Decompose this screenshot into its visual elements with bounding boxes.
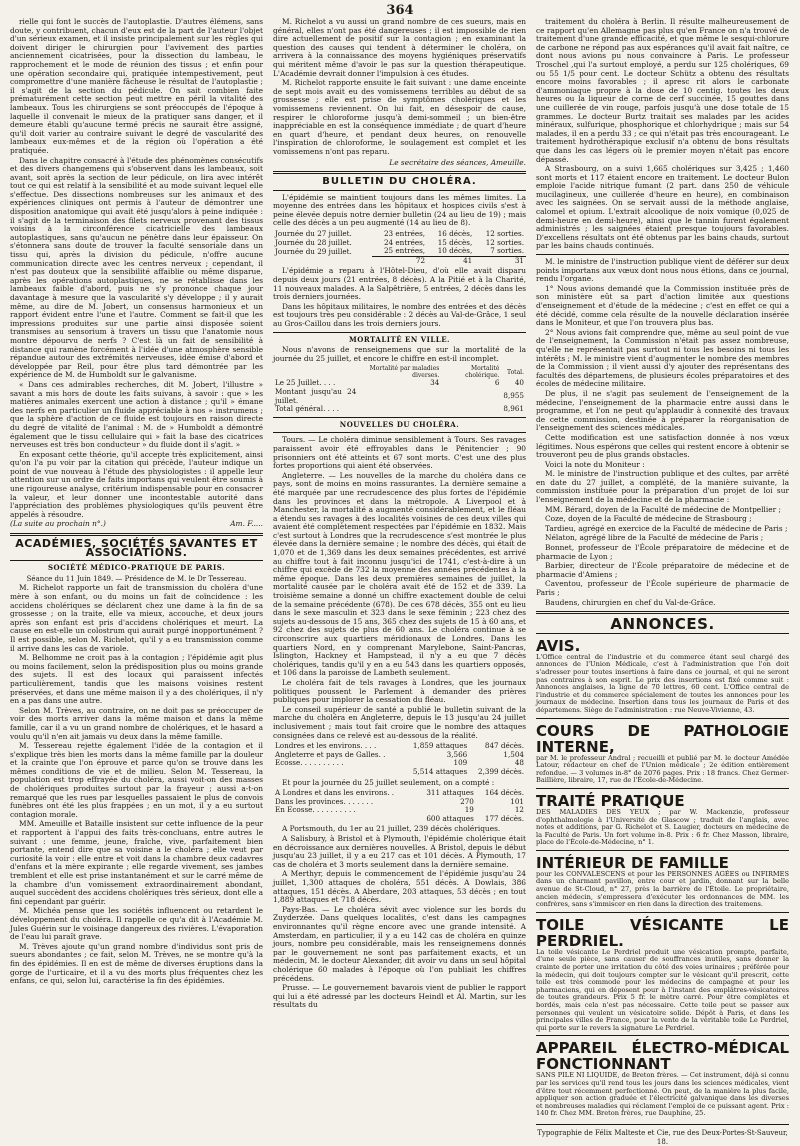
table-cell: 19	[464, 805, 474, 815]
paragraph: A Portsmouth, du 1er au 21 juillet, 239 décès cholériques.	[282, 824, 501, 834]
ad-body: La toile vésicante Le Perdriel produit une vésication prompte, parfaite, d'une seule pièce, sans causer de souffrances inutiles, sans donner la crainte de porter une irritation du côté des voies urinaires ; préférée pour la médecin, qui doit toujours compter sur le vésicant qu'il prescrit, cette toile est très commode pour les médecins de campagne et pour les pharmaciens, qui en déposent pour à l'instant des emplâtres-vésicatoires de toutes grandeurs. Prix 5 fr. le mètre carré. Pour être complètes et bordés, mais cela n'est pas nécessaire. Cette toile peut se passer aux personnes qui veulent un vésicatoire solide. Dépôt à Paris, et dans les principales villes de France, pour la vente de la véritable toile Le Perdriel, qui porte sur le revers la signature Le Perdriel.	[536, 947, 789, 1032]
header-cell: Mortalité par maladies diverses.	[369, 365, 440, 380]
ad-body: par M. le professeur Andral ; recueilli et publié par M. le docteur Amédée Latour, rédacteur en chef de l'Union médicale ; 2e édition entièrement refondue. — 3 volumes in-8° de 2076 pages. Prix : 18 francs. Chez Germer-Baillière, libraire, 17, rue de l'École-de-Médecine.	[536, 753, 789, 785]
table-cell: 12 sorties.	[485, 237, 524, 247]
news-title: NOUVELLES DU CHOLÉRA.	[339, 419, 460, 429]
table-cell: Journée du 28 juillet.	[275, 237, 352, 247]
advertisement	[536, 788, 789, 850]
table-cell: Ecosse. . . . . . . . . .	[275, 758, 344, 768]
table-cell: 2,399 décès.	[478, 766, 524, 776]
paragraph: M. Richelot rapporte un fait de transmission du choléra d'une mère à son enfant, ou du moins un fait de coïncidence : les accidens cholériques se déclarent chez une dame à la fin de sa grossesse ; on la traite, elle va mieux, accouche, et deux jours après son enfant est pris d'accidens cholériques et meurt. La cause en est-elle un colostrum qui aurait purgé inopportunément ? Il est possible, selon M. Richelot, qu'il y a eu transmission comme il arrive dans les cas de variole.	[10, 583, 263, 653]
table-cell: 109	[453, 758, 468, 768]
table-row	[273, 247, 526, 256]
table-cell	[358, 405, 441, 414]
ad-body: SANS PILE NI LIQUIDE, de Breton frères. — Cet instrument, déjà si connu par les services qu'il rend tous les jours dans les sciences médicales, vient d'être tout récemment perfectionné. On peut, de la manière la plus facile, appliquer son action graduée et l'électricité galvanique dans les diverses et nombreuses maladies qui réclament l'emploi de ce puissant agent. Prix : 140 fr. Chez MM. Breton frères, rue Dauphine, 25.	[536, 1071, 789, 1118]
table-cell: 3,566	[446, 749, 468, 759]
paragraph: M. Richelot a vu aussi un grand nombre de ces sueurs, mais en général, elles n'ont pas été dangereuses ; il est impossible de rien dire actuellement de positif sur la contagion ; en examinant la question des causes qui tendent à déterminer le choléra, on arrivera à la connaissance des moyens hygiéniques préservatifs qui méritent même d'avoir le pas sur la question thérapeutique. L'Académie devrait donner l'impulsion à ces études.	[273, 17, 526, 78]
paragraph: M. Richelot rapporte ensuite le fait suivant : une dame enceinte de sept mois avait eu des vomissemens terribles au début de sa grossesse ; elle est prise de symptômes cholériques et les vomissemens reviennent. On lui fait, en désespoir de cause, respirer le chloroforme jusqu'à demi-sommeil ; un bien-être inappréciable en est la conséquence immédiate ; de quart d'heure en quart d'heure, et pendant deux heures, on renouvelle l'inspiration de chloroforme, le soulagement est complet et les vomissemens n'ont pas reparu.	[273, 78, 526, 156]
paragraph: 1° Nous avions demandé que la Commission instituée près de son ministère eût sa part d'action limitée aux questions d'enseignement et d'étude de la médecine ; c'est en effet ce qui a été décidé, comme cela résulte de la nouvelle déclaration insérée dans le Moniteur, et que l'on trouvera plus bas.	[536, 283, 789, 328]
paragraph: 2° Nous avions fait comprendre que, même au seul point de vue de l'enseignement, la Commission n'était pas assez nombreuse, qu'elle ne représentait pas surtout ni tous les besoins ni tous les intérêts ; M. le ministre vient d'augmenter le nombre des membres de la Commission ; il vient aussi d'y ajouter des représentans des facultés des départemens, de plusieurs écoles préparatoires et des écoles de médecine militaire.	[536, 327, 789, 389]
secretary-signature: Le secrétaire des séances, Ameuille.	[389, 157, 526, 167]
paragraph: M. Michéa pense que les sociétés influencent ou retardent le développement du choléra. Il rappelle ce qu'a dit à l'Académie M. Jules Guérin sur le voisinage dangereux des rivières. L'évaporation de l'eau lui paraît grave.	[10, 906, 263, 942]
paragraph: Nous n'avons de renseignemens que sur la mortalité de la journée du 25 juillet, et encore le chiffre en est-il incomplet.	[273, 345, 526, 363]
table-cell: 23 entrées,	[383, 229, 426, 239]
quote-paragraph: « Dans ces admirables recherches, dit M. Jobert, l'illustre » savant a mis hors de doute les faits suivans, à savoir : que » les matières animales exercent une action à distance ; qu'il » émane des nerfs en particulier un fluide appréciable à nos » instrumens ; que la sphère d'action de ce fluide est toujours en raison directe du degré de vitalité de l'animal : M. de » Humboldt a démontré également que le tissu cellulaire qui » fait la base des cicatrices nerveuses est très bon conducteur » du fluide dont il s'agit. »	[10, 379, 263, 450]
table-cell	[441, 388, 501, 405]
table-cell: 1,504	[503, 749, 524, 759]
table-row	[273, 405, 526, 414]
paragraph: Pays-Bas. — Le choléra sévit avec violence sur les bords du Zuyderzée. Dans quelques localités, c'est dans les campagnes environnantes qu'il règne encore avec une grande intensité. A Amsterdam, en particulier, il y a eu 142 cas de choléra en quinze jours, nombre peu considérable, mais les renseignemens donnés par le gouvernement ne sont pas parfaitement exacts, et un médecin, M. le docteur Alexander, dit avoir vu dans un seul hôpital cholérique 60 malades à l'époque où l'on publiait les chiffres précédens.	[273, 904, 526, 983]
paragraph: M. le ministre de l'instruction publique vient de déférer sur deux points importans aux vœux dont nous nous étions, dans ce journal, rendu l'organe.	[536, 257, 790, 284]
mortality-table	[273, 365, 526, 413]
paragraph: M. Trèves ajoute qu'un grand nombre d'individus sont pris de sueurs abondantes ; ce fait, selon M. Trèves, ne se montre qu'à la fin des épidémies. Il en est de même de diverses éruptions dans la gorge de l'urticaire, et il a vu des morts plus fréquentes chez les enfans, ce qui, selon lui, caractérise la fin des épidémies.	[10, 941, 263, 986]
section-title: ACADÉMIES, SOCIÉTÉS SAVANTES ET ASSOCIATIONS.	[15, 537, 258, 559]
total-cell: 31	[474, 256, 526, 265]
table-row	[273, 815, 526, 824]
divider	[10, 533, 263, 536]
mortality-title: MORTALITÉ EN VILLE.	[349, 334, 450, 344]
divider	[10, 560, 263, 561]
column-3	[536, 17, 790, 1146]
paragraph: L'épidémie a reparu à l'Hôtel-Dieu, d'où elle avait disparu depuis deux jours (21 entrées, 8 décès). A la Pitié et à la Charité, 11 nouveaux malades. A la Salpêtrière, 5 entrées, 2 décès dans les trois derniers journées.	[273, 266, 526, 302]
society-title: SOCIÉTÉ MÉDICO-PRATIQUE DE PARIS.	[47, 563, 226, 573]
paragraph: A Merthyr, depuis le commencement de l'épidémie jusqu'au 24 juillet, 1,300 attaques de choléra, 551 décès. A Dowlais, 386 attaques, 151 décès. A Aberdare, 203 attaques, 53 décès ; en tout 1,889 attaques et 718 décès.	[273, 869, 526, 905]
table-cell: 1,859 attaques	[412, 741, 468, 751]
divider	[273, 417, 526, 418]
paragraph: Cette modification est une satisfaction donnée à nos vœux légitimes. Nous espérons que celles qui restent encore à obtenir se trouveront peu de plus grands obstacles.	[536, 432, 789, 460]
uk-stats-table	[273, 742, 526, 776]
totals-row	[273, 256, 526, 265]
column-1	[10, 18, 263, 1110]
table-row	[273, 768, 526, 777]
table-cell: 10 décès,	[437, 246, 473, 256]
table-cell: 16 décès,	[437, 229, 473, 239]
table-cell: Angleterre et pays de Galles. .	[275, 749, 386, 759]
author-initials: Am. F.....	[230, 519, 263, 529]
ad-body: L'Office central de l'industrie et du commerce étant seul chargé des annonces de l'Union Médicale, c'est à l'administration que l'on doit s'adresser pour toutes insertions à faire dans ce journal, et qui ne seront pas contraires à son esprit. Le prix des insertions est fixé comme suit : Annonces anglaises, la ligne de 70 lettres, 60 cent. L'Office central de l'industrie et du commerce spécialement de toutes les annonces pour les journaux de médecine. Insertion dans tous les journaux de Paris et des départemens. Siège de l'administration : rue Neuve-Vivienne, 43.	[536, 652, 789, 714]
commission-member: Nélaton, agrégé libre de la Faculté de médecine de Paris ;	[545, 533, 764, 543]
columns	[10, 17, 790, 1146]
commission-member: Coze, doyen de la Faculté de médecine de Strasbourg ;	[545, 514, 752, 524]
table-cell: 12	[514, 805, 524, 815]
paragraph: A Salisbury, à Bristol et à Plymouth, l'épidémie cholérique était en décroissance aux dernières nouvelles. A Bristol, depuis le début jusqu'au 23 juillet, il y a eu 217 cas et 101 décès. A Plymouth, 17 cas de choléra et 3 morts seulement dans la dernière semaine.	[273, 834, 526, 869]
ad-headline: AVIS.	[536, 636, 581, 655]
commission-member: Baudens, chirurgien en chef du Val-de-Grâce.	[545, 597, 716, 607]
header-cell: Mortalité cholérique.	[465, 365, 500, 380]
total-cell: 72	[372, 256, 427, 265]
divider	[273, 332, 526, 333]
paragraph: Selon M. Trèves, au contraire, on ne doit pas se préoccuper de voir des morts arriver dans la même maison et dans la même famille, car il a vu un grand nombre de cholériques, et le hasard a voulu qu'il n'en ait jamais vu deux dans la même famille.	[10, 705, 263, 741]
ad-headline: TRAITÉ PRATIQUE	[536, 791, 685, 810]
table-cell: 270	[460, 796, 474, 806]
advertisement	[536, 1035, 789, 1121]
table-cell: 600 attaques	[426, 813, 474, 823]
uk25-stats-table	[273, 789, 526, 823]
table-cell: Journée du 29 juillet.	[275, 246, 352, 256]
ad-body: pour les CONVALESCENS et pour les PERSONNES AGÉES ou INFIRMES dans un charmant pavillon, entre cour et jardin, donnant sur la belle avenue de St-Cloud, n° 27, près la barrière de l'Étoile. Le propriétaire, ancien médecin, s'empressera d'exécuter les ordonnances de MM. les confrères, sans s'immiscer en rien dans la direction des traitemens.	[536, 869, 789, 909]
page-number: 364	[386, 3, 414, 18]
paragraph: M. le ministre de l'instruction publique et des cultes, par arrêté en date du 27 juillet, a complété, de la manière suivante, la commission instituée pour la préparation d'un projet de loi sur l'enseignement de la médecine et de la pharmacie :	[536, 469, 789, 505]
table-cell: 40	[514, 378, 524, 388]
paragraph: M. Belhomme ne croit pas à la contagion ; l'épidémie agit plus ou moins facilement, selon la prédisposition plus ou moins grande des sujets. Il est des locaux qui paraissent infectés particulièrement, tandis que les maisons voisines restent préservées, et dans une même maison il y a des cholériques, il n'y en a pas dans une autre.	[10, 653, 263, 706]
table-cell: 6	[494, 378, 500, 388]
paragraph: Et pour la journée du 25 juillet seulement, on a compté :	[282, 777, 495, 787]
paragraph: A Strasbourg, on a suivi 1,665 cholériques sur 3,425 ; 1,460 sont morts et 117 étaient encore en traitement. Le docteur Bulon emploie l'acide nitrique fumant (2 part. dans 250 de véhicule mucilagineux, une cuillerée d'heure en heure), en combinaison avec les saignées. On se servait aussi de la méthode anglaise, calomel et opium. L'extrait alcoolique de noix vomique (0,025 de demi-heure en demi-heure), ainsi que le tannin furent également administrés ; les saignées étaient presque toujours favorables. D'excellens résultats ont été obtenus par les bains chauds, surtout par les bains chauds continués.	[536, 164, 789, 251]
printer-footer: Typographie de Félix Malteste et Cie, rue des Deux-Portes-St-Sauveur, 18.	[537, 1128, 788, 1146]
paragraph: rielle qui font le succès de l'autoplastie. D'autres élémens, sans doute, y contribuent, chacun d'eux est de la part de l'auteur l'objet d'un sérieux examen, et il insiste principalement sur les règles qui doivent diriger le chirurgien pour l'avivement des parties anciennement cicatrisées, pour la dissection du lambeau, le rapprochement et le mode de réunion des tissus ; et enfin pour une opération secondaire qui, pratiquée intempestivement, peut compromettre d'une manière fâcheuse le résultat de l'autoplastie ; il s'agit de la section du pédicule. On sait combien faite prématurément cette section peut mettre en péril la vitalité des lambeaux. Tous les chirurgiens se sont préoccupés de l'époque à laquelle il convenait le mieux de la pratiquer sans danger, et il demeure établi qu'aucune termé précis ne saurait être assigné, qu'il doit varier au contraire suivant le degré de vascularité des lambeaux eux-mêmes et de la région où l'opération a été pratiquée.	[10, 17, 263, 155]
paragraph: Angleterre. — Les nouvelles de la marche du choléra dans ce pays, sont de moins en moins rassurantes. La dernière semaine a été marquée par une recrudescence des plus fortes de l'épidémie dans les provinces et dans la métropole. A Liverpool et à Manchester, la mortalité a augmenté considérablement, et le fléau a étendu ses ravages à des localités voisines de ces deux villes qui avaient été complètement respectées par l'épidémie en 1832. Mais c'est surtout à Londres que la recrudescence s'est montrée le plus élevée dans la dernière semaine ; le nombre des décès, qui était de 1,070 et de 1,369 dans les deux semaines précédentes, est arrivé au chiffre tout à fait inconnu jusqu'ici de 1741, c'est-à-dire à un chiffre qui excède de 732 la moyenne des années précédentes à la même époque. Dans les deux premières semaines de juillet, la mortalité causée par le choléra avait été de 152 et de 339. La troisième semaine a donné un chiffre exactement double de celui de la semaine précédente (678). De ces 678 décès, 355 ont eu lieu dans le sexe masculin et 323 dans le sexe féminin ; 223 chez des sujets au-dessous de 15 ans, 365 chez des sujets de 15 à 60 ans, et 92 chez des sujets de plus de 60 ans. Le choléra continue à se circonscrire aux quartiers méridionaux de Londres. Dans les quartiers Nord, en y comprenant Marylebone, Saint-Pancras, Islington, Hackney et Hampstead, il n'y a eu que 7 décès cholériques, tandis qu'il y en a eu 543 dans les quartiers opposés, et 106 dans la paroisse de Lambeth seulement.	[273, 470, 526, 678]
commission-member: Bonnet, professeur de l'École préparatoire de médecine et de pharmacie de Lyon ;	[536, 543, 789, 561]
table-cell: Montant jusqu'au 24 juillet.	[275, 386, 357, 405]
table-row	[273, 388, 526, 405]
commission-member: Barbier, directeur de l'École préparatoire de médecine et de pharmacie d'Amiens ;	[536, 561, 789, 579]
session-line: Séance du 11 Juin 1849. — Présidence de M. le Dr Tessereau.	[26, 574, 247, 583]
daily-stats-table	[273, 230, 526, 265]
table-cell: 48	[514, 758, 524, 768]
table-cell	[273, 815, 416, 824]
table-cell: 25 entrées,	[383, 246, 426, 256]
table-cell: 5,514 attaques	[412, 766, 468, 776]
advertisement	[536, 718, 789, 788]
divider	[273, 432, 526, 433]
advertisement	[536, 912, 789, 1036]
table-cell: 8,955	[503, 391, 524, 401]
ads-list	[536, 633, 789, 1121]
commission-member: Tardieu, agrégé en exercice de la Faculté de médecine de Paris ;	[545, 523, 788, 533]
ad-body: DES MALADIES DES YEUX ; par W. Mackenzie, professeur d'ophthalmologie à l'Université de Glascow ; traduit de l'anglais, avec notes et additions, par G. Richelot et S. Laugier, docteurs en médecine de la Faculté de Paris. Un fort volume in-8. Prix : 6 fr. Chez Masson, libraire, place de l'École-de-Médecine, n° 1.	[536, 807, 789, 847]
table-cell: Londres et les environs. . . .	[275, 741, 377, 751]
ad-headline: COURS DE PATHOLOGIE INTERNE,	[536, 721, 789, 756]
ad-headline: TOILE VÉSICANTE LE PERDRIEL.	[536, 915, 789, 950]
table-cell	[273, 768, 403, 777]
table-cell: 8,961	[503, 404, 524, 414]
paragraph: Voici la note du Moniteur :	[545, 459, 645, 469]
table-cell: Journée du 27 juillet.	[275, 229, 352, 239]
divider	[273, 171, 526, 174]
table-cell: 101	[510, 796, 524, 806]
paragraph: traitement du choléra à Berlin. Il résulte malheureusement de ce rapport qu'en Allemagne pas plus qu'en France on n'a trouvé de traitement d'une grande efficacité, et que même le sesqui-chlorure de carbone ne répond pas aux espérances qu'il avait fait naître, ce dont nous avions pu nous convaincre à Paris. Le professeur Troschel ,qui l'a surtout employé, a perdu sur 125 cholériques, 69 ou 55 1/5 pour cent. Le docteur Schütz a obtenu des résultats encore moins favorables ; il apresc rit alors le carbonate d'ammoniaque propre à la dose de 10 centig. toutes les deux heures ou la liqueur de corne de cerf succinée, 15 gouttes dans une cuillerée de vin rouge, parfois jusqu'à une dose totale de 15 grammes. Le docteur Burtz traitait ses malades par les acides minéraux, sulfurique, phosphorique et chlorhydrique ; mais sur 54 malades, il en a perdu 33 ; ce qui n'était pas très encourageant. Le traitement hydrothérapique exclusif n'a obtenu de bons résultats que dans les cas légers où le premier moyen n'était pas encore dépassé.	[536, 17, 789, 164]
paragraph: MM. Ameuille et Bataille insistent sur cette influence de la peur et rapportent à l'appui des faits très-concluans, entre autres le suivant : une femme, jeune, fraîche, vive, parfaitement bien portante, entend dire que sa voisine a le choléra ; elle veut par curiosité la voir : elle entre et voit dans la chambre deux cadavres d'enfans et la mère expirante ; elle regarde vivement, ses jambes tremblent et elle est prise instantanément et sur le carré même de la chambre d'un vomissement extraordinairement abondant, auquel succèdent des accidens cholériques très sérieux, dont elle a fini cependant par guérir.	[10, 819, 263, 906]
table-cell: 311 attaques	[426, 788, 474, 798]
divider	[536, 1124, 789, 1125]
table-cell: A Londres et dans les environs. .	[275, 788, 395, 798]
table-cell: Le 25 Juillet. . . .	[275, 378, 336, 388]
advertisement	[536, 633, 789, 718]
ad-headline: INTÉRIEUR DE FAMILLE	[536, 853, 729, 872]
advertisement	[536, 850, 789, 912]
announcements-title: ANNONCES.	[610, 615, 715, 634]
paragraph: Prusse. — Le gouvernement bavarois vient de publier le rapport qui lui a été adressé par les docteurs Heindl et Al. Martin, sur les résultats du	[273, 983, 526, 1010]
bulletin-title: BULLETIN DU CHOLÉRA.	[322, 176, 477, 188]
total-cell: 41	[427, 256, 474, 265]
divider	[536, 254, 789, 255]
paragraph: De plus, il ne s'agit pas seulement de l'enseignement de la médecine, l'enseignement de la pharmacie entre aussi dans le programme, et l'on ne peut qu'applaudir à connexité des travaux de cette commission, destinée à préparer la réorganisation de l'enseignement des sciences médicales.	[536, 388, 789, 433]
table-cell: 34	[430, 378, 440, 388]
article-signature	[10, 520, 263, 529]
table-cell: 847 décès.	[484, 741, 524, 751]
paragraph: Dans les hôpitaux militaires, le nombre des entrées et des décès est toujours très peu considérable : 2 décès au Val-de-Grâce, 1 seul au Gros-Caillou dans les trois derniers jours.	[273, 301, 526, 328]
header-cell: Total.	[507, 368, 524, 376]
table-cell: 177 décès.	[484, 813, 524, 823]
divider	[536, 611, 789, 614]
table-cell: 12 sorties.	[485, 229, 524, 239]
divider	[273, 190, 526, 191]
ad-headline: APPAREIL ÉLECTRO-MÉDICAL FONCTIONNANT	[536, 1039, 789, 1074]
table-cell: Dans les provinces. . . . . . .	[275, 796, 374, 806]
paragraph: M. Tessereau rejette également l'idée de la contagion et il s'explique très bien les morts dans la même famille par la douleur et la crainte que l'on éprouve et parce qu'on se trouve dans les mêmes conditions de vie et de milieu. Selon M. Tessereau, la population est trop effrayée du choléra, aussi voit-on des masses de cholériques produites surtout par la frayeur ; aussi a-t-on remarqué que les rues par lesquelles passaient le plus de convois funèbres ont été les plus frappées ; en un mot, il y a eu surtout contagion morale.	[10, 741, 263, 819]
table-cell: 24 entrées,	[383, 237, 426, 247]
paragraph: Tours. — Le choléra diminue sensiblement à Tours. Ses ravages paraissent avoir été effroyables dans le Pénitencier ; 90 prisonniers ont été atteints et 67 sont morts. C'est une des plus fortes proportions qui aient été observées.	[273, 435, 526, 471]
table-cell: En Ecosse. . . . . . . . . .	[275, 805, 356, 815]
paragraph: Dans le chapitre consacré à l'étude des phénomènes consécutifs et des divers changemens qui s'observent dans les lambeaux, soit avant, soit après la section de leur pédicule, on lira avec intérêt tout ce qui est relatif à la sensibilité et au mode suivant lequel elle s'effectue. Des dissections nombreuses sur les animaux et des expériences cliniques ont permis à l'auteur de démontrer une disposition anatomique qui avait été jusqu'alors à peine indiquée : il s'agit de la terminaison des filets nerveux provenant des tissus voisins à la circonférence cicatricielle des lambeaux autoplastiques, sans qu'aucun ne pénètre dans leur épaisseur. On s'étonnera sans doute de trouver la faculté sensoriale dans un tissu qui, après la division du pédicule, n'offre aucune communication directe avec les centres nerveux ; cependant, il n'est pas douteux que la sensibilité affaiblie ou même disparue, après les opérations autoplastiques, ne se rétablisse dans les lambeaux faible d'abord, puis ne s'y prononce chaque jour davantage à mesure que la vascularité s'y développe ; il y aurait même, au dire de M. Jobert, un consensus harmonieux et un rapport évident entre l'une et l'autre. Comment se fait-il que les impressions produites sur une partie ainsi disposée soient transmises au sensorium à travers un tissu que l'anatomie nous montre dépourvu de nerfs ? C'est là un fait de sensibilité à distance qui ramène forcément à l'idée d'une atmosphère sensible répandue autour des extrémités nerveuses, idée émise d'abord et développée par Reil, pour être plus tard démontrée par les expérience de M. de Humboldt sur le galvanisme.	[10, 155, 263, 380]
table-cell: 15 décès,	[437, 237, 473, 247]
paragraph: En exposant cette théorie, qu'il accepte très explicitement, ainsi qu'on l'a pu voir par la citation qui précède, l'auteur indique un point de vue nouveau à l'étude des physiologistes : il appelle leur attention sur un ordre de faits importans qui veulent être soumis à une rigoureuse analyse, critérium indispensable pour en consacrer la valeur, et leur donner une incontestable autorité dans l'appréciation des problèmes physiologiques qu'ils peuvent être appelés à résoudre.	[10, 449, 263, 519]
table-cell: Total général. . . .	[275, 404, 340, 414]
mortality-header	[273, 365, 526, 379]
table-cell: 7 sorties.	[490, 246, 524, 256]
continuation-note: (La suite au prochain n°.)	[10, 519, 106, 529]
table-cell	[358, 388, 441, 405]
table-cell: 164 décès.	[484, 788, 524, 798]
commission-member: MM. Bérard, doyen de la Faculté de médecine de Montpellier ;	[545, 504, 782, 514]
paragraph: Le choléra fait de tels ravages à Londres, que les journaux politiques poussent le Parlement à demander des prières publiques pour implorer la cessation du fléau.	[273, 677, 526, 705]
paragraph: Le conseil supérieur de santé a publié le bulletin suivant de la marche du choléra en Angleterre, depuis le 13 jusqu'au 24 juillet inclusivement ; mais tout fait croire que le nombre des attaques consignées dans ce relevé est au-dessous de la réalité.	[273, 704, 526, 740]
commission-member: Caventou, professeur de l'École supérieure de pharmacie de Paris ;	[536, 579, 789, 597]
table-cell	[441, 405, 501, 414]
column-2	[273, 18, 526, 1110]
paragraph: L'épidémie se maintient toujours dans les mêmes limites. La moyenne des entrées dans les hôpitaux et hospices civils s'est à peine élevée depuis notre dernier bulletin (24 au lieu de 19) ; mais celle des décès a un peu augmenté (14 au lieu de 8).	[273, 192, 526, 228]
